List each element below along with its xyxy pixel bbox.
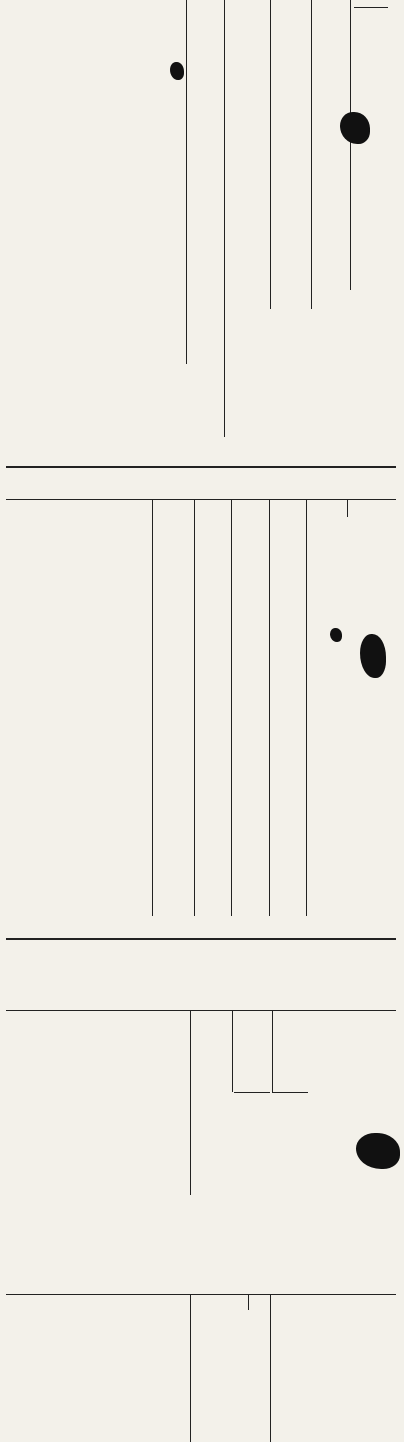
column-rule — [270, 0, 271, 309]
column-rule — [190, 1010, 191, 1195]
ink-blot — [170, 62, 184, 80]
column-rule — [194, 499, 195, 916]
divider-rule — [6, 1294, 396, 1295]
column-rule — [347, 499, 348, 517]
column-rule — [306, 499, 307, 916]
column-rule — [350, 0, 351, 290]
column-rule — [152, 499, 153, 916]
column-rule — [269, 499, 270, 916]
divider-rule — [6, 466, 396, 468]
divider-rule — [234, 1092, 270, 1093]
divider-rule — [6, 1010, 396, 1011]
ink-blot — [356, 1133, 400, 1169]
ink-blot — [330, 628, 342, 642]
column-rule — [272, 1010, 273, 1092]
ink-blot — [360, 634, 386, 678]
column-rule — [232, 1010, 233, 1092]
ink-blot — [340, 112, 370, 144]
column-rule — [270, 1294, 271, 1442]
column-rule — [248, 1294, 249, 1310]
column-rule — [311, 0, 312, 309]
column-rule — [190, 1294, 191, 1442]
column-rule — [186, 0, 187, 364]
column-rule — [224, 0, 225, 437]
divider-rule — [6, 938, 396, 940]
divider-rule — [272, 1092, 308, 1093]
divider-rule — [6, 499, 396, 500]
column-rule — [231, 499, 232, 916]
divider-rule — [354, 7, 388, 8]
